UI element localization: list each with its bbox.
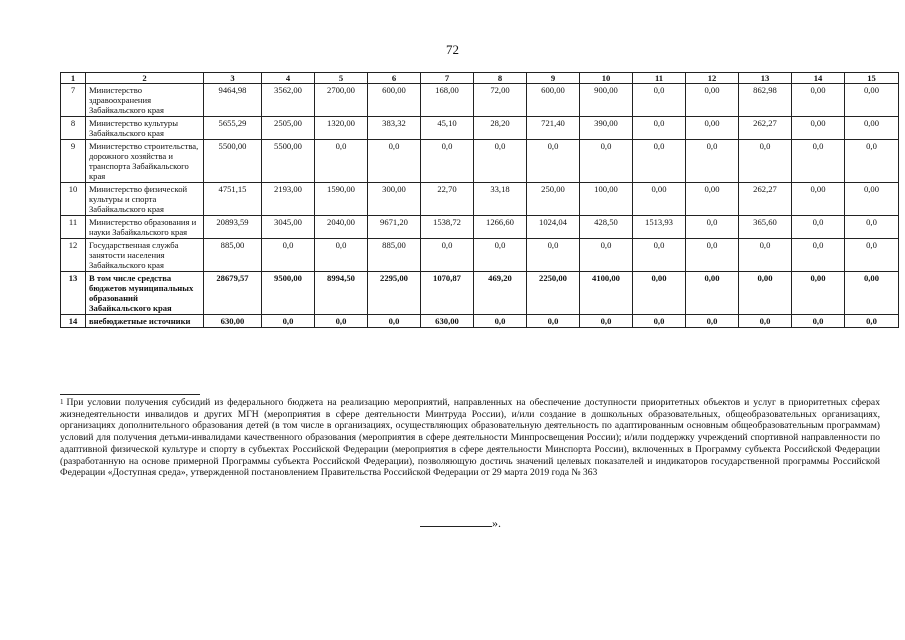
value-cell: 0,0: [474, 315, 527, 328]
table-row: [61, 117, 899, 140]
value-cell: 1070,87: [421, 272, 474, 315]
value-cell: 0,0: [315, 239, 368, 272]
value-cell: 0,00: [686, 117, 739, 140]
value-cell: 630,00: [421, 315, 474, 328]
column-header: 12: [686, 73, 739, 84]
value-cell: 0,0: [792, 315, 845, 328]
footnote-text: При условии получения субсидий из федерального бюджета на реализацию мероприятий, направленных на обеспечение доступности приоритетных объектов и услуг в приоритетных сферах жизнедеятельности инвалидов и других МГН (мероприятия в сфере деятельности Минтруда России), и/или создание в дошкольных образовательных, общеобразовательных организациях, организациях дополнительного образования детей (в том числе в организациях, осуществляющих образовательную деятельность по адаптированным основным общеобразовательным программам) условий для получения детьми-инвалидами качественного образования (мероприятия в сфере деятельности Минпросвещения России); и/или поддержку учреждений спортивной направленности по адаптивной физической культуре и спорту в субъектах Российской Федерации (мероприятия в сфере деятельности Минспорта России), включенных в Программу субъекта Российской Федерации (разработанную на основе примерной Программы субъекта Российской Федерации), позволяющую достичь значений целевых показателей и индикаторов государственной программы Российской Федерации «Доступная среда», утвержденной постановлением Правительства Российской Федерации от 29 марта 2019 года № 363: [60, 397, 880, 479]
column-header: 9: [527, 73, 580, 84]
value-cell: 0,0: [368, 315, 421, 328]
value-cell: 390,00: [580, 117, 633, 140]
value-cell: 0,0: [262, 239, 315, 272]
value-cell: 0,00: [845, 272, 899, 315]
value-cell: 0,0: [792, 216, 845, 239]
value-cell: 0,0: [739, 315, 792, 328]
value-cell: 0,0: [580, 140, 633, 183]
value-cell: 4751,15: [204, 183, 262, 216]
value-cell: 168,00: [421, 84, 474, 117]
value-cell: 9500,00: [262, 272, 315, 315]
value-cell: 0,00: [686, 272, 739, 315]
value-cell: 0,00: [792, 84, 845, 117]
row-title: Министерство строительства, дорожного хозяйства и транспорта Забайкальского края: [86, 140, 204, 183]
value-cell: 0,0: [580, 315, 633, 328]
value-cell: 28679,57: [204, 272, 262, 315]
value-cell: 0,0: [580, 239, 633, 272]
column-header: 13: [739, 73, 792, 84]
value-cell: 0,0: [527, 239, 580, 272]
row-title: Государственная служба занятости населения Забайкальского края: [86, 239, 204, 272]
value-cell: 22,70: [421, 183, 474, 216]
value-cell: 2193,00: [262, 183, 315, 216]
value-cell: 9464,98: [204, 84, 262, 117]
value-cell: 0,0: [633, 117, 686, 140]
value-cell: 0,0: [845, 216, 899, 239]
row-title: В том числе средства бюджетов муниципальных образований Забайкальского края: [86, 272, 204, 315]
value-cell: 2505,00: [262, 117, 315, 140]
value-cell: 0,0: [845, 140, 899, 183]
table-row: [61, 272, 899, 315]
value-cell: 0,0: [633, 239, 686, 272]
value-cell: 262,27: [739, 117, 792, 140]
table-row: [61, 140, 899, 183]
value-cell: 862,98: [739, 84, 792, 117]
value-cell: 0,0: [845, 315, 899, 328]
value-cell: 2295,00: [368, 272, 421, 315]
value-cell: 885,00: [204, 239, 262, 272]
value-cell: 1590,00: [315, 183, 368, 216]
value-cell: 9671,20: [368, 216, 421, 239]
value-cell: 4100,00: [580, 272, 633, 315]
table-row: [61, 216, 899, 239]
column-header: 5: [315, 73, 368, 84]
value-cell: 365,60: [739, 216, 792, 239]
value-cell: 0,00: [845, 183, 899, 216]
value-cell: 0,0: [686, 315, 739, 328]
value-cell: 300,00: [368, 183, 421, 216]
value-cell: 0,0: [792, 239, 845, 272]
row-number: 7: [61, 84, 86, 117]
row-number: 10: [61, 183, 86, 216]
value-cell: 0,0: [315, 140, 368, 183]
value-cell: 0,0: [421, 140, 474, 183]
value-cell: 1266,60: [474, 216, 527, 239]
row-number: 8: [61, 117, 86, 140]
column-header: 8: [474, 73, 527, 84]
footnote: [60, 397, 880, 479]
value-cell: 0,0: [527, 140, 580, 183]
value-cell: 0,0: [421, 239, 474, 272]
funding-table: [60, 72, 899, 328]
row-title: Министерство физической культуры и спорта Забайкальского края: [86, 183, 204, 216]
row-number: 13: [61, 272, 86, 315]
row-number: 14: [61, 315, 86, 328]
row-title: внебюджетные источники: [86, 315, 204, 328]
value-cell: 250,00: [527, 183, 580, 216]
value-cell: 0,00: [633, 183, 686, 216]
row-title: Министерство здравоохранения Забайкальского края: [86, 84, 204, 117]
value-cell: 469,20: [474, 272, 527, 315]
value-cell: 0,0: [686, 140, 739, 183]
closing-blank-line: [420, 515, 492, 527]
value-cell: 2700,00: [315, 84, 368, 117]
column-header: 14: [792, 73, 845, 84]
value-cell: 2040,00: [315, 216, 368, 239]
value-cell: 5500,00: [204, 140, 262, 183]
value-cell: 600,00: [368, 84, 421, 117]
closing-quote: ».: [492, 516, 501, 530]
table-row: [61, 84, 899, 117]
column-header: 1: [61, 73, 86, 84]
column-header: 4: [262, 73, 315, 84]
value-cell: 100,00: [580, 183, 633, 216]
value-cell: 2250,00: [527, 272, 580, 315]
value-cell: 3562,00: [262, 84, 315, 117]
value-cell: 0,00: [845, 117, 899, 140]
value-cell: 1024,04: [527, 216, 580, 239]
value-cell: 8994,50: [315, 272, 368, 315]
value-cell: 0,0: [633, 84, 686, 117]
value-cell: 0,00: [686, 183, 739, 216]
value-cell: 5655,29: [204, 117, 262, 140]
table-row: [61, 183, 899, 216]
column-header: 2: [86, 73, 204, 84]
value-cell: 1320,00: [315, 117, 368, 140]
value-cell: 0,0: [474, 140, 527, 183]
value-cell: 428,50: [580, 216, 633, 239]
footnote-separator: [60, 394, 200, 395]
closing-mark: [420, 515, 501, 531]
column-header: 3: [204, 73, 262, 84]
value-cell: 0,0: [792, 140, 845, 183]
value-cell: 0,0: [474, 239, 527, 272]
row-title: Министерство культуры Забайкальского края: [86, 117, 204, 140]
row-number: 9: [61, 140, 86, 183]
value-cell: 0,00: [792, 117, 845, 140]
table-row: [61, 315, 899, 328]
value-cell: 0,0: [845, 239, 899, 272]
row-number: 12: [61, 239, 86, 272]
value-cell: 383,32: [368, 117, 421, 140]
value-cell: 5500,00: [262, 140, 315, 183]
value-cell: 0,0: [686, 239, 739, 272]
value-cell: 1513,93: [633, 216, 686, 239]
value-cell: 0,00: [739, 272, 792, 315]
column-header: 6: [368, 73, 421, 84]
footnote-marker: 1: [60, 398, 64, 406]
value-cell: 885,00: [368, 239, 421, 272]
value-cell: 0,0: [739, 239, 792, 272]
page-number: 72: [446, 42, 459, 57]
column-header: 10: [580, 73, 633, 84]
value-cell: 0,0: [368, 140, 421, 183]
value-cell: 0,0: [315, 315, 368, 328]
value-cell: 0,00: [633, 272, 686, 315]
row-title: Министерство образования и науки Забайкальского края: [86, 216, 204, 239]
value-cell: 721,40: [527, 117, 580, 140]
value-cell: 0,0: [633, 140, 686, 183]
value-cell: 0,00: [792, 183, 845, 216]
value-cell: 0,0: [686, 216, 739, 239]
value-cell: 20893,59: [204, 216, 262, 239]
table-header-row: [61, 73, 899, 84]
value-cell: 45,10: [421, 117, 474, 140]
value-cell: 1538,72: [421, 216, 474, 239]
row-number: 11: [61, 216, 86, 239]
value-cell: 0,0: [739, 140, 792, 183]
value-cell: 72,00: [474, 84, 527, 117]
value-cell: 3045,00: [262, 216, 315, 239]
value-cell: 600,00: [527, 84, 580, 117]
value-cell: 0,00: [845, 84, 899, 117]
column-header: 15: [845, 73, 899, 84]
value-cell: 0,0: [262, 315, 315, 328]
value-cell: 900,00: [580, 84, 633, 117]
value-cell: 630,00: [204, 315, 262, 328]
column-header: 11: [633, 73, 686, 84]
column-header: 7: [421, 73, 474, 84]
value-cell: 0,00: [686, 84, 739, 117]
value-cell: 33,18: [474, 183, 527, 216]
value-cell: 0,0: [633, 315, 686, 328]
value-cell: 28,20: [474, 117, 527, 140]
value-cell: 262,27: [739, 183, 792, 216]
table-row: [61, 239, 899, 272]
value-cell: 0,0: [527, 315, 580, 328]
value-cell: 0,00: [792, 272, 845, 315]
